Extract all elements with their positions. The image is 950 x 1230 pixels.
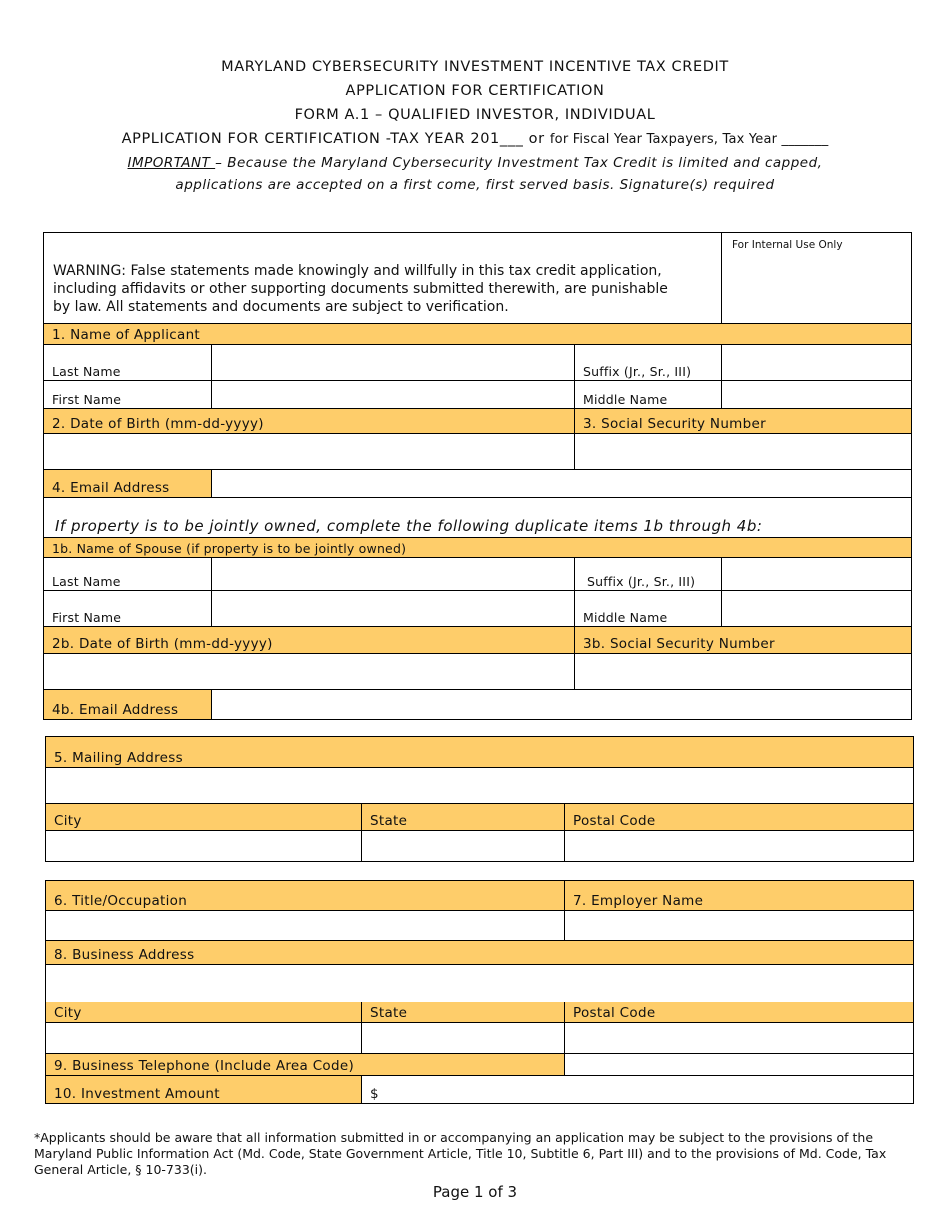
spouse-ssn-header (575, 627, 911, 654)
title-occupation-label: 6. Title/Occupation (54, 893, 188, 909)
mailing-address-section (45, 736, 914, 862)
business-telephone-field[interactable] (565, 1054, 913, 1076)
business-address-field[interactable] (46, 965, 913, 1002)
public-information-act-note: *Applicants should be aware that all information submitted in or accompanying an application may be subject to the provisions of the Maryland Public Information Act (Md. Code, State Government Article, Title 10, Subtitle 6, Part III) and to the provisions of Md. Code, Tax General Article, § 10-733(i). (34, 1130, 887, 1177)
business-city-input[interactable] (46, 1023, 361, 1053)
important-label: IMPORTANT (127, 155, 216, 171)
email-label-cell (44, 470, 212, 498)
ssn-header (575, 409, 911, 434)
spouse-middle-name-label: Middle Name (583, 610, 668, 625)
business-telephone-label: 9. Business Telephone (Include Area Code) (54, 1058, 355, 1074)
form-subtitle: APPLICATION FOR CERTIFICATION (345, 83, 605, 99)
business-address-input[interactable] (46, 965, 913, 1002)
currency-symbol: $ (370, 1086, 379, 1102)
business-postal-code-header (565, 1002, 913, 1023)
business-telephone-input[interactable] (565, 1054, 913, 1075)
ssn-label: 3. Social Security Number (583, 416, 766, 432)
business-postal-code-field[interactable] (565, 1023, 913, 1054)
email-label: 4. Email Address (52, 480, 170, 496)
suffix-input[interactable] (722, 345, 911, 380)
last-name-label: Last Name (52, 364, 121, 379)
spouse-email-input[interactable] (212, 690, 911, 719)
mailing-address-header (46, 737, 913, 768)
spouse-last-name-field[interactable] (212, 558, 575, 591)
spouse-last-name-label-cell (44, 558, 212, 591)
joint-ownership-note: If property is to be jointly owned, complete the following duplicate items 1b through 4b: (55, 517, 763, 535)
business-postal-code-label: Postal Code (573, 1005, 656, 1021)
postal-code-label: Postal Code (573, 813, 656, 829)
dob-input[interactable] (44, 434, 574, 469)
mailing-address-field[interactable] (46, 768, 913, 804)
spouse-ssn-field[interactable] (575, 654, 911, 690)
last-name-field[interactable] (212, 345, 575, 381)
spouse-dob-label: 2b. Date of Birth (mm-dd-yyyy) (52, 636, 273, 652)
warning-text: WARNING: False statements made knowingly and willfully in this tax credit application, including affidavits or other supporting documents submitted therewith, are punishable by law. All statements and documents are subject to verification. (53, 263, 668, 315)
name-of-applicant-header (44, 323, 911, 345)
spouse-email-label-cell (44, 690, 212, 719)
spouse-middle-name-field[interactable] (722, 591, 911, 627)
employer-name-input[interactable] (565, 911, 913, 940)
spouse-email-label: 4b. Email Address (52, 702, 179, 718)
city-header (46, 804, 362, 831)
title-occupation-field[interactable] (46, 911, 565, 941)
mailing-address-label: 5. Mailing Address (54, 750, 183, 766)
investment-amount-field[interactable] (362, 1076, 913, 1103)
spouse-dob-header (44, 627, 575, 654)
mailing-address-input[interactable] (46, 768, 913, 803)
employer-name-header (565, 881, 913, 911)
spouse-suffix-field[interactable] (722, 558, 911, 591)
employer-name-label: 7. Employer Name (573, 893, 704, 909)
middle-name-input[interactable] (722, 381, 911, 408)
middle-name-field[interactable] (722, 381, 911, 409)
spouse-suffix-label: Suffix (Jr., Sr., III) (587, 574, 696, 589)
dob-field[interactable] (44, 434, 575, 470)
last-name-label-cell (44, 345, 212, 381)
business-state-field[interactable] (362, 1023, 565, 1054)
important-text: – Because the Maryland Cybersecurity Investment Tax Credit is limited and capped, (215, 155, 823, 171)
warning-cell (44, 233, 722, 324)
business-city-field[interactable] (46, 1023, 362, 1054)
business-city-header (46, 1002, 362, 1023)
spouse-ssn-label: 3b. Social Security Number (583, 636, 775, 652)
business-address-header (46, 941, 913, 965)
spouse-dob-field[interactable] (44, 654, 575, 690)
city-input[interactable] (46, 831, 361, 861)
spouse-first-name-field[interactable] (212, 591, 575, 627)
spouse-first-name-label-cell (44, 591, 212, 627)
title-occupation-input[interactable] (46, 911, 564, 940)
fiscal-year-text: for Fiscal Year Taxpayers, Tax Year _______ (549, 132, 829, 147)
postal-code-header (565, 804, 913, 831)
spouse-last-name-label: Last Name (52, 574, 121, 589)
state-input[interactable] (362, 831, 564, 861)
suffix-label: Suffix (Jr., Sr., III) (583, 364, 692, 379)
spouse-last-name-input[interactable] (212, 558, 574, 590)
state-label: State (370, 813, 408, 829)
city-field[interactable] (46, 831, 362, 861)
page-number: Page 1 of 3 (432, 1183, 518, 1201)
suffix-label-cell (575, 345, 722, 381)
ssn-field[interactable] (575, 434, 911, 470)
email-field[interactable] (212, 470, 911, 498)
spouse-suffix-label-cell (575, 558, 722, 591)
employment-section (45, 880, 914, 1104)
postal-code-field[interactable] (565, 831, 913, 861)
tax-year-line (0, 131, 950, 147)
state-header (362, 804, 565, 831)
middle-name-label-cell (575, 381, 722, 409)
business-state-header (362, 1002, 565, 1023)
business-state-input[interactable] (362, 1023, 564, 1053)
employer-name-field[interactable] (565, 911, 913, 941)
form-name: FORM A.1 – QUALIFIED INVESTOR, INDIVIDUAL (294, 107, 656, 123)
investment-amount-input[interactable] (362, 1076, 913, 1103)
investment-amount-label: 10. Investment Amount (54, 1086, 220, 1102)
city-label: City (54, 813, 82, 829)
business-postal-code-input[interactable] (565, 1023, 913, 1053)
spouse-ssn-input[interactable] (575, 654, 911, 689)
spouse-email-field[interactable] (212, 690, 911, 719)
business-city-label: City (54, 1005, 82, 1021)
spouse-suffix-input[interactable] (722, 558, 911, 590)
business-telephone-header (46, 1054, 565, 1076)
spouse-name-header (44, 538, 911, 558)
postal-code-input[interactable] (565, 831, 913, 861)
state-field[interactable] (362, 831, 565, 861)
middle-name-label: Middle Name (583, 392, 668, 407)
name-header-label: 1. Name of Applicant (52, 327, 201, 343)
important-notice-line1 (0, 155, 950, 171)
spouse-dob-input[interactable] (44, 654, 574, 689)
internal-use-label: For Internal Use Only (732, 239, 843, 251)
joint-ownership-note-cell (44, 498, 911, 538)
internal-use-box (722, 233, 912, 324)
ssn-input[interactable] (575, 434, 911, 469)
first-name-input[interactable] (212, 381, 574, 408)
email-input[interactable] (212, 470, 911, 497)
spouse-first-name-input[interactable] (212, 591, 574, 626)
first-name-label-cell (44, 381, 212, 409)
last-name-input[interactable] (212, 345, 574, 380)
business-address-label: 8. Business Address (54, 947, 195, 963)
first-name-label: First Name (52, 392, 122, 407)
applicant-section (43, 232, 912, 720)
spouse-middle-name-input[interactable] (722, 591, 911, 626)
spouse-middle-name-label-cell (575, 591, 722, 627)
form-title: MARYLAND CYBERSECURITY INVESTMENT INCENTIVE TAX CREDIT (221, 59, 729, 75)
business-state-label: State (370, 1005, 408, 1021)
spouse-first-name-label: First Name (52, 610, 122, 625)
dob-header (44, 409, 575, 434)
tax-year-main: APPLICATION FOR CERTIFICATION -TAX YEAR 201___ or (121, 131, 550, 147)
investment-amount-label-cell (46, 1076, 362, 1103)
dob-label: 2. Date of Birth (mm-dd-yyyy) (52, 416, 264, 432)
title-occupation-header (46, 881, 565, 911)
spouse-header-label: 1b. Name of Spouse (if property is to be jointly owned) (52, 541, 407, 556)
first-name-field[interactable] (212, 381, 575, 409)
suffix-field[interactable] (722, 345, 911, 381)
important-notice-line2: applications are accepted on a first come, first served basis. Signature(s) required (175, 177, 775, 193)
